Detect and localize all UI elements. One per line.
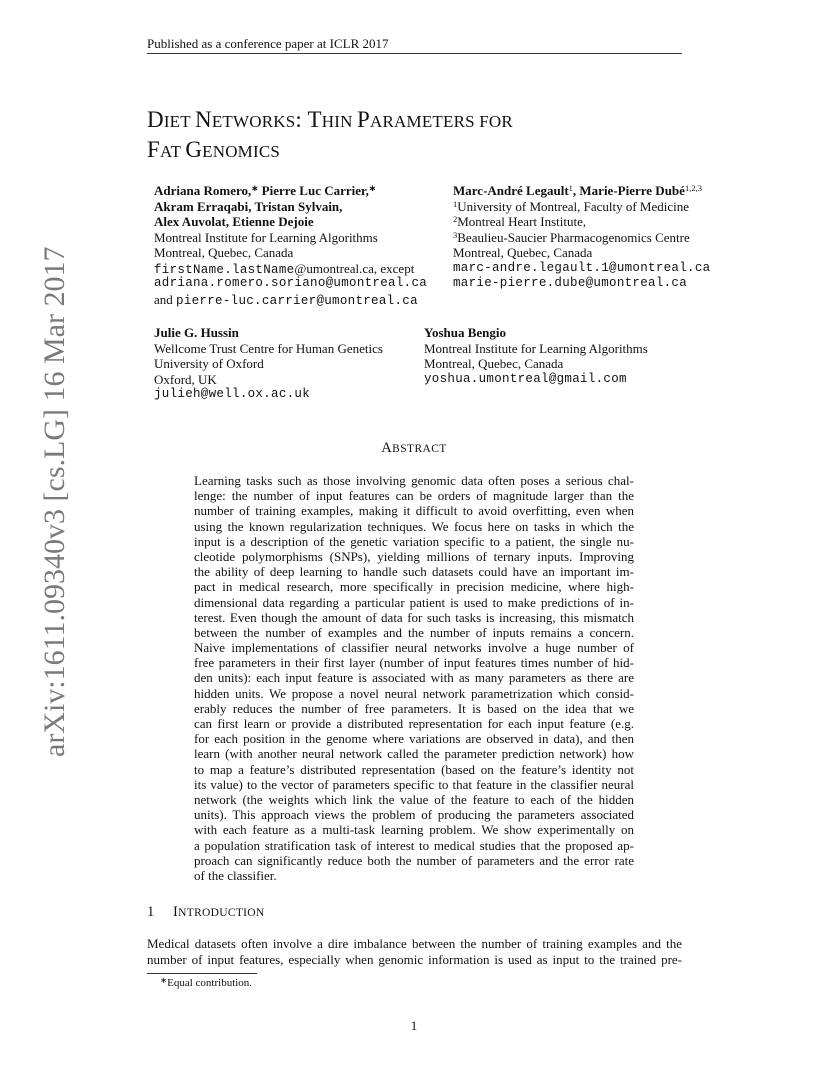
arxiv-sidebar <box>0 0 71 1072</box>
page-number: 1 <box>410 1018 418 1033</box>
title-smallcaps: ENOMICS <box>202 142 281 161</box>
abstract-line: den units): each input feature is associated with as many parameters as there are <box>194 670 634 686</box>
abstract-line: can first learn or provide a distributed representation for each input feature (e.g. <box>194 716 634 731</box>
abstract-line: Learning tasks such as those involving genomic data often poses a serious chal- <box>194 473 634 488</box>
abstract-line: a population stratification task of interest to medical studies that the proposed ap- <box>194 837 634 853</box>
author-block-right <box>453 183 710 292</box>
title-line-1 <box>147 106 513 136</box>
abstract-line: with each feature as a multi-task learning problem. We show experimentally on <box>194 822 634 838</box>
email-line: firstName.lastName@umontreal.ca, except <box>154 260 415 277</box>
running-header: Published as a conference paper at ICLR 2017 <box>147 36 389 51</box>
title-smallcaps: ETWORKS <box>211 112 296 131</box>
title-line-2 <box>147 136 513 166</box>
affiliation-location: Montreal, Quebec, Canada <box>453 245 593 260</box>
footnote: ∗Equal contribution. <box>160 975 253 989</box>
affiliation: Montreal Institute for Learning Algorithms <box>154 229 378 245</box>
abstract-line: to map a feature’s distributed representation (based on the feature’s identity not <box>194 761 634 777</box>
title-capital: P <box>357 107 371 132</box>
affiliation-1: $^1$University of Montreal, Faculty of Medicine <box>453 198 690 214</box>
affiliation-2: $^2$Montreal Heart Institute, <box>453 214 587 229</box>
abstract-line: of the classifier. <box>194 867 277 883</box>
affiliation: Montreal Institute for Learning Algorithms <box>424 340 648 356</box>
paper-title <box>147 106 513 166</box>
affiliation-location: Montreal, Quebec, Canada <box>424 356 564 371</box>
affiliation-location: Montreal, Quebec, Canada <box>154 245 294 260</box>
title-capital: G <box>185 137 203 162</box>
abstract-line: lenge: the number of input features can be orders of magnitude larger than the <box>194 488 634 504</box>
affiliation: Wellcome Trust Centre for Human Genetics <box>154 340 383 356</box>
abstract-line: between the number of examples and the number of inputs remains a concern. <box>194 624 634 640</box>
author-block-bengio <box>424 325 648 387</box>
abstract-line: hidden units. We propose a novel neural network parametrization which consid- <box>194 685 634 701</box>
title-smallcaps: IET <box>163 112 195 131</box>
title-smallcaps: AT <box>160 142 186 161</box>
arxiv-identifier: arXiv:1611.09340v3 [cs.LG] 16 Mar 2017 <box>38 246 71 757</box>
body-line: number of input features, especially when genomic information is used as input to the trained pre- <box>147 951 682 967</box>
abstract-line: free parameters in their first layer (number of input features times number of hid- <box>194 655 634 671</box>
abstract-line: proach can significantly reduce both the number of parameters and the error rate <box>194 852 634 868</box>
author-names-3: Alex Auvolat, Etienne Dejoie <box>154 214 314 229</box>
abstract-line: for each position in the genome where variations are observed in data), and then <box>194 731 634 747</box>
section-heading: 1 INTRODUCTION <box>147 904 265 920</box>
title-capital: F <box>147 137 160 162</box>
abstract-line: using the known regularization techniques. We focus here on tasks in which the <box>194 518 634 534</box>
footnote-rule <box>147 973 257 974</box>
affiliation-3: $^3$Beaulieu-Saucier Pharmacogenomics Centre <box>453 229 690 245</box>
abstract-line: input is a description of the genetic variation specific to a patient, the single nu- <box>194 533 634 549</box>
author-block-left <box>154 183 427 307</box>
abstract-line: pact in medical research, more specifically in precision medicine, where high- <box>194 579 634 595</box>
abstract-line: the ability of deep learning to handle such datasets could have an important im- <box>194 564 634 580</box>
header-rule <box>147 53 682 54</box>
body-line: Medical datasets often involve a dire imbalance between the number of training examples and the <box>147 936 682 951</box>
email-address: yoshua.umontreal@gmail.com <box>424 371 627 386</box>
abstract-line: terest. Even though the amount of data for such tasks is increasing, this mismatch <box>194 609 634 625</box>
abstract-line: erably reduces the number of free parameters. It is based on the idea that we <box>194 700 634 716</box>
body-text <box>147 936 682 967</box>
abstract-line: dimensional data regarding a particular patient is used to make predictions of in- <box>194 594 634 610</box>
author-name: Yoshua Bengio <box>424 325 506 340</box>
author-names-1: Adriana Romero,∗ Pierre Luc Carrier,∗ <box>154 183 376 198</box>
title-smallcaps: ARAMETERS FOR <box>370 112 513 131</box>
abstract-line: number of training examples, making it difficult to avoid overfitting, even when <box>194 503 634 519</box>
abstract-line: learn (with another neural network called the parameter prediction network) how <box>194 746 634 762</box>
email-address: marc-andre.legault.1@umontreal.ca <box>453 260 711 275</box>
title-capital: N <box>195 107 212 132</box>
email-address: adriana.romero.soriano@umontreal.ca <box>154 276 428 290</box>
title-capital: : T <box>295 107 322 132</box>
author-names: Marc-André Legault$^1$, Marie-Pierre Dubé$^{1,2,3}$ <box>453 183 702 198</box>
author-names-2: Akram Erraqabi, Tristan Sylvain, <box>154 198 343 214</box>
affiliation: University of Oxford <box>154 356 264 371</box>
abstract-line: cleotide polymorphisms (SNPs), yielding millions of ternary inputs. Improving <box>194 548 634 564</box>
abstract-body <box>194 473 634 883</box>
abstract-line: units). This approach views the problem of producing the parameters associated <box>194 807 634 823</box>
abstract-line: Naive implementations of classifier neural networks involve a huge number of <box>194 640 634 656</box>
email-line-2: and pierre-luc.carrier@umontreal.ca <box>154 291 418 308</box>
author-block-hussin <box>154 325 383 403</box>
email-address: marie-pierre.dube@umontreal.ca <box>453 276 688 290</box>
abstract-line: its value) to the vector of parameters specific to that feature in the classifier neural <box>194 776 634 792</box>
abstract-heading: ABSTRACT <box>381 440 447 456</box>
author-name: Julie G. Hussin <box>154 325 239 340</box>
title-smallcaps: HIN <box>321 112 358 131</box>
abstract-line: network (the weights which link the value of the feature to each of the hidden <box>194 791 634 807</box>
email-address: julieh@well.ox.ac.uk <box>154 387 311 401</box>
affiliation-location: Oxford, UK <box>154 371 217 387</box>
title-capital: D <box>147 107 164 132</box>
